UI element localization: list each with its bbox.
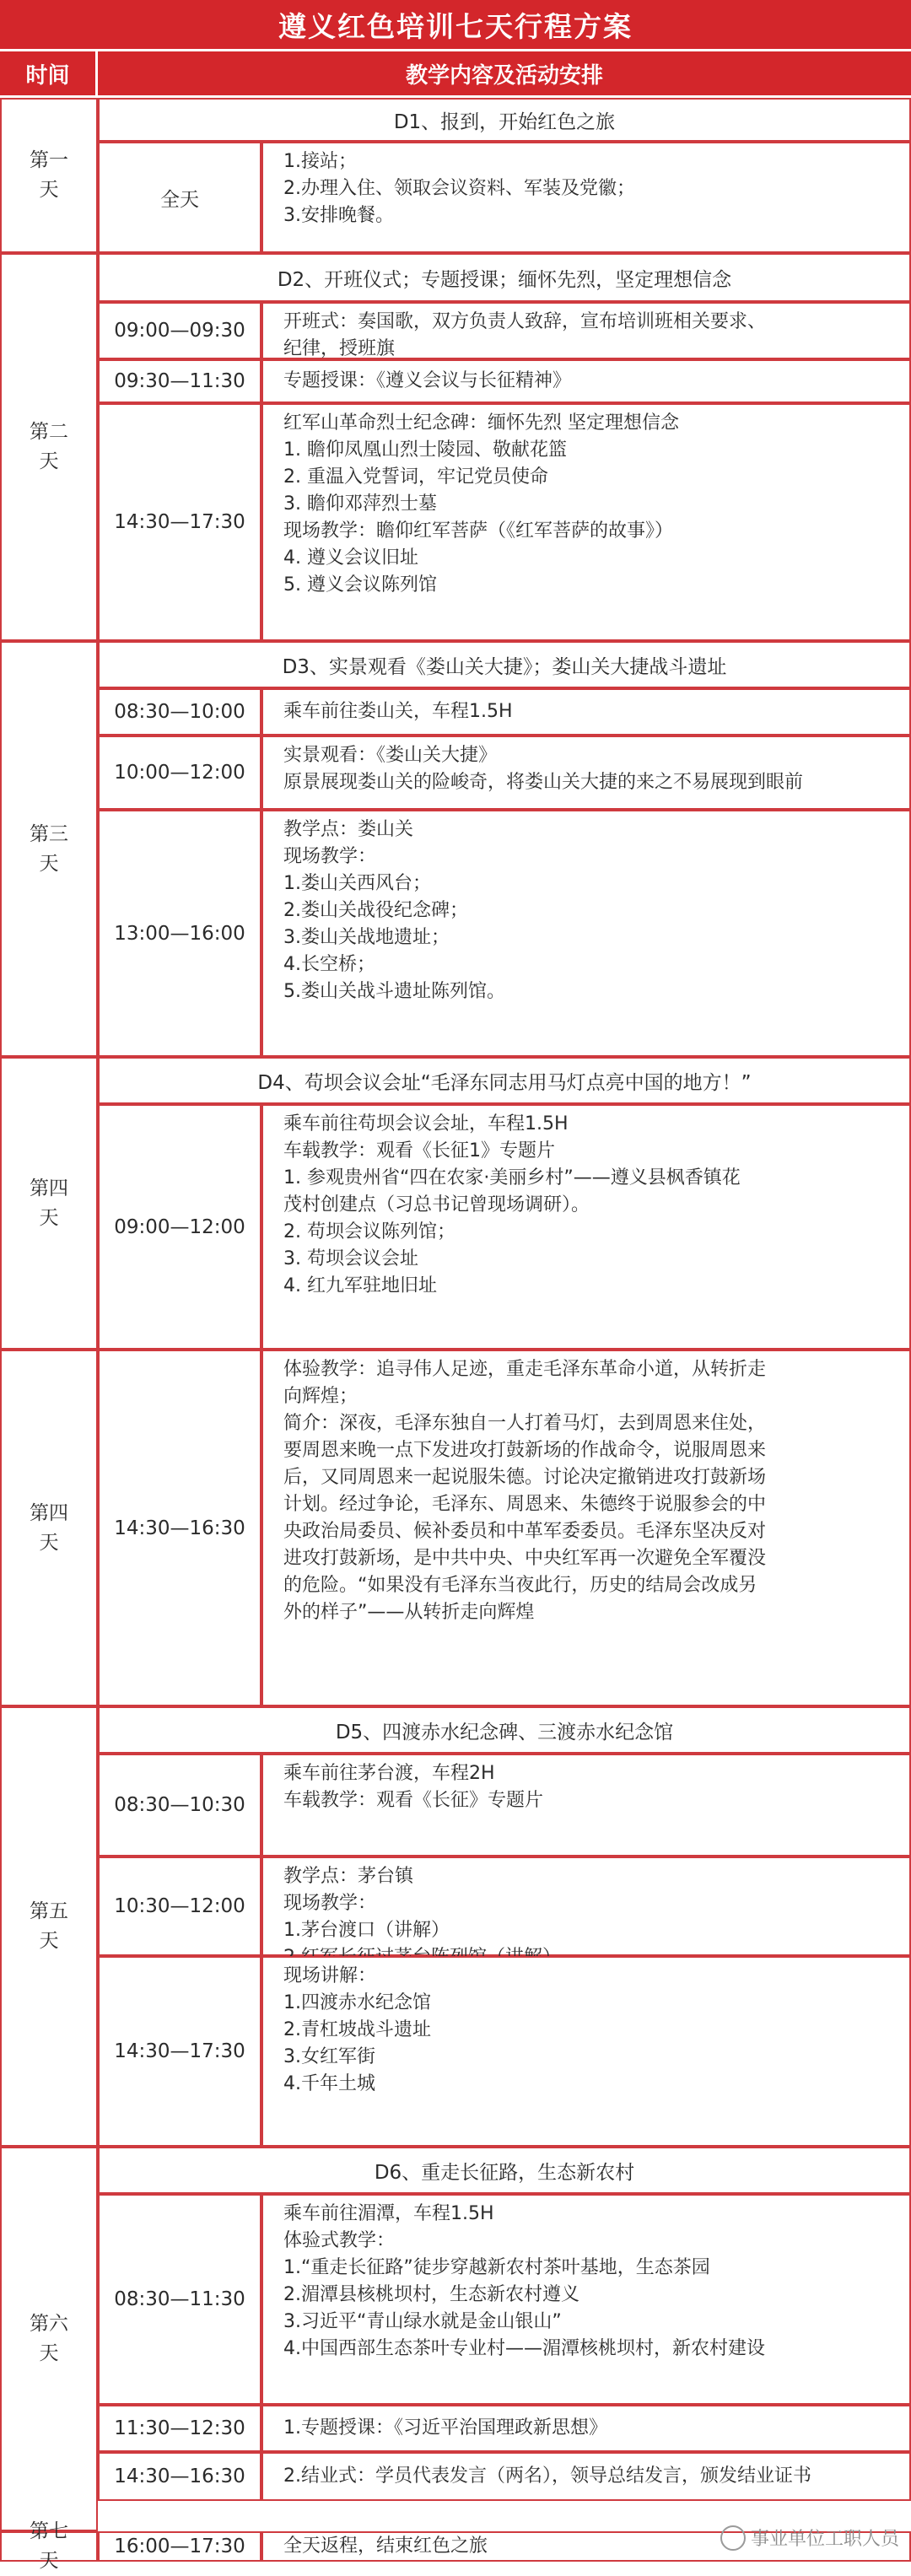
- activity-line: 5. 遵义会议陈列馆: [283, 574, 437, 595]
- activity-line: 现场教学：: [283, 1893, 377, 1914]
- activity-line: 1.娄山关西风台；: [283, 873, 431, 894]
- time-slot: 08:30—10:00: [98, 688, 261, 736]
- day-label: 第三天: [30, 822, 68, 875]
- activity-line: 红军山革命烈士纪念碑：缅怀先烈 坚定理想信念: [283, 412, 679, 434]
- time-slot: 全天: [98, 142, 261, 253]
- activity-line: 教学点：娄山关: [283, 819, 414, 840]
- day-label-cell: [0, 2520, 98, 2572]
- activity-line: 现场讲解：: [283, 1965, 377, 1986]
- header-time: 时间: [0, 51, 95, 95]
- activity-line: 3.娄山关战地遗址；: [283, 927, 450, 948]
- activity-line: 3. 瞻仰邓萍烈士墓: [283, 493, 437, 515]
- activity-line: 1.“重走长征路”徒步穿越新农村茶叶基地，生态茶园: [283, 2257, 710, 2278]
- time-slot: 08:30—10:30: [98, 1754, 261, 1857]
- day-theme-bar: D5、四渡赤水纪念碑、三渡赤水纪念馆: [98, 1706, 911, 1754]
- time-slot: 13:00—16:00: [98, 810, 261, 1057]
- time-slot: 10:30—12:00: [98, 1857, 261, 1956]
- activity-line: 乘车前往娄山关，车程1.5H: [283, 701, 513, 722]
- day-label-cell: [0, 1057, 98, 1350]
- day-label: 第六天: [30, 2313, 68, 2364]
- activity-line: 3.习近平“青山绿水就是金山银山”: [283, 2311, 562, 2332]
- activity-content: [261, 1350, 911, 1706]
- activity-content: [261, 736, 911, 810]
- activity-line: 央政治局委员、候补委员和中革军委委员。毛泽东坚决反对: [283, 1521, 767, 1542]
- activity-content: [261, 2405, 911, 2452]
- activity-line: 4. 遵义会议旧址: [283, 547, 418, 569]
- page-title: 遵义红色培训七天行程方案: [0, 0, 911, 49]
- activity-line: 4.千年土城: [283, 2073, 375, 2094]
- activity-content: [261, 2194, 911, 2405]
- time-slot: 11:30—12:30: [98, 2405, 261, 2452]
- activity-line: 3.安排晚餐。: [283, 205, 394, 226]
- activity-line: 4. 红九军驻地旧址: [283, 1275, 437, 1296]
- activity-line: 2. 重温入党誓词，牢记党员使命: [283, 466, 548, 488]
- header-content: 教学内容及活动安排: [98, 51, 911, 95]
- activity-line: 1.茅台渡口（讲解）: [283, 1920, 450, 1941]
- activity-content: [261, 2452, 911, 2501]
- activity-content: [261, 1857, 911, 1956]
- day-theme-bar: D6、重走长征路，生态新农村: [98, 2147, 911, 2194]
- day-theme-bar: D1、报到，开始红色之旅: [98, 98, 911, 142]
- activity-line: 1.接站；: [283, 151, 357, 172]
- activity-line: 体验教学：追寻伟人足迹，重走毛泽东革命小道，从转折走: [283, 1359, 767, 1380]
- activity-content: [261, 403, 911, 641]
- activity-line: 乘车前往苟坝会议会址，车程1.5H: [283, 1113, 569, 1134]
- activity-content: [261, 810, 911, 1057]
- activity-line: 要周恩来晚一点下发进攻打鼓新场的作战命令，说服周恩来: [283, 1440, 767, 1461]
- activity-line: 车载教学：观看《长征》专题片: [283, 1790, 544, 1811]
- activity-line: 向辉煌；: [283, 1386, 358, 1407]
- activity-line: 2.办理入住、领取会议资料、军装及党徽；: [283, 178, 635, 199]
- activity-line: 4.长空桥；: [283, 954, 375, 975]
- time-slot: 14:30—17:30: [98, 1956, 261, 2147]
- activity-content: [261, 688, 911, 736]
- day-theme-bar: D4、苟坝会议会址“毛泽东同志用马灯点亮中国的地方！”: [98, 1057, 911, 1104]
- day-label: 第二天: [30, 421, 68, 472]
- activity-line: 实景观看：《娄山关大捷》: [283, 745, 498, 766]
- day-label-cell: [0, 253, 98, 641]
- activity-line: 2.娄山关战役纪念碑；: [283, 900, 468, 921]
- activity-line: 进攻打鼓新场，是中共中央、中央红军再一次避免全军覆没: [283, 1548, 767, 1569]
- watermark: [720, 2525, 899, 2551]
- activity-line: 简介：深夜，毛泽东独自一人打着马灯，去到周恩来住处，: [283, 1413, 767, 1434]
- day-label: 第五天: [30, 1900, 68, 1952]
- activity-line: 外的样子”——从转折走向辉煌: [283, 1602, 535, 1623]
- day-theme-bar: D3、实景观看《娄山关大捷》；娄山关大捷战斗遗址: [98, 641, 911, 688]
- activity-content: [261, 302, 911, 359]
- time-slot: 08:30—11:30: [98, 2194, 261, 2405]
- day-label: 第一天: [30, 149, 68, 201]
- activity-line: 后，又同周恩来一起说服朱德。讨论决定撤销进攻打鼓新场: [283, 1467, 767, 1488]
- time-slot: 10:00—12:00: [98, 736, 261, 810]
- activity-line: 2.青杠坡战斗遗址: [283, 2019, 431, 2040]
- time-slot: 14:30—16:30: [98, 2452, 261, 2501]
- activity-line: 现场教学：: [283, 846, 377, 867]
- day-theme-bar: D2、开班仪式；专题授课；缅怀先烈，坚定理想信念: [98, 253, 911, 302]
- activity-content: [261, 1754, 911, 1857]
- activity-line: 1. 瞻仰凤凰山烈士陵园、敬献花篮: [283, 439, 567, 461]
- day-label: 第四天: [30, 1501, 68, 1554]
- activity-line: 开班式：奏国歌，双方负责人致辞，宣布培训班相关要求、: [283, 311, 767, 332]
- activity-line: 1.专题授课：《习近平治国理政新思想》: [283, 2417, 607, 2439]
- activity-line: 原景展现娄山关的险峻奇，将娄山关大捷的来之不易展现到眼前: [283, 772, 804, 793]
- day-label-cell: [0, 1350, 98, 1706]
- time-slot: 09:30—11:30: [98, 359, 261, 403]
- time-slot: 16:00—17:30: [98, 2531, 261, 2562]
- activity-line: 乘车前往湄潭，车程1.5H: [283, 2203, 494, 2224]
- activity-line: 计划。经过争论，毛泽东、周恩来、朱德终于说服参会的中: [283, 1494, 767, 1515]
- day-label-cell: [0, 2147, 98, 2531]
- time-slot: 14:30—17:30: [98, 403, 261, 641]
- activity-line: 体验式教学：: [283, 2230, 396, 2251]
- watermark-text: 事业单位工职人员: [750, 2529, 899, 2550]
- activity-line: 1. 参观贵州省“四在农家·美丽乡村”——遵义县枫香镇花: [283, 1167, 741, 1188]
- day-label: 第四天: [30, 1177, 68, 1229]
- activity-content: [261, 359, 911, 403]
- activity-line: 现场教学：瞻仰红军菩萨（《红军菩萨的故事》）: [283, 520, 674, 542]
- activity-line: 教学点：茅台镇: [283, 1866, 414, 1887]
- activity-line: 4.中国西部生态茶叶专业村——湄潭核桃坝村，新农村建设: [283, 2338, 765, 2359]
- activity-line: 2. 苟坝会议陈列馆；: [283, 1221, 456, 1242]
- activity-line: 车载教学：观看《长征1》专题片: [283, 1140, 555, 1161]
- activity-content: [261, 1956, 911, 2147]
- day-label-cell: [0, 1706, 98, 2147]
- time-slot: 09:00—09:30: [98, 302, 261, 359]
- activity-line: 茂村创建点（习总书记曾现场调研）。: [283, 1194, 590, 1215]
- activity-content: [261, 142, 911, 253]
- activity-line: 2.湄潭县核桃坝村，生态新农村遵义: [283, 2284, 579, 2305]
- day-label-cell: [0, 641, 98, 1057]
- activity-line: 5.娄山关战斗遗址陈列馆。: [283, 981, 505, 1002]
- activity-line: 3.女红军街: [283, 2046, 375, 2067]
- wechat-icon: [720, 2525, 746, 2551]
- activity-line: 3. 苟坝会议会址: [283, 1248, 418, 1269]
- activity-content: [261, 1104, 911, 1350]
- day-label-cell: [0, 98, 98, 253]
- activity-line: 乘车前往茅台渡，车程2H: [283, 1763, 495, 1784]
- activity-line: 纪律，授班旗: [283, 338, 396, 359]
- activity-line: 专题授课：《遵义会议与长征精神》: [283, 370, 572, 391]
- activity-line: 1.四渡赤水纪念馆: [283, 1992, 431, 2013]
- activity-line: 全天返程，结束红色之旅: [283, 2536, 488, 2557]
- time-slot: 09:00—12:00: [98, 1104, 261, 1350]
- activity-line: 的危险。“如果没有毛泽东当夜此行，历史的结局会改成另: [283, 1575, 757, 1596]
- day-label: 第七天: [30, 2520, 68, 2572]
- activity-line: 2.结业式：学员代表发言（两名），领导总结发言，颁发结业证书: [283, 2466, 811, 2487]
- time-slot: 14:30—16:30: [98, 1350, 261, 1706]
